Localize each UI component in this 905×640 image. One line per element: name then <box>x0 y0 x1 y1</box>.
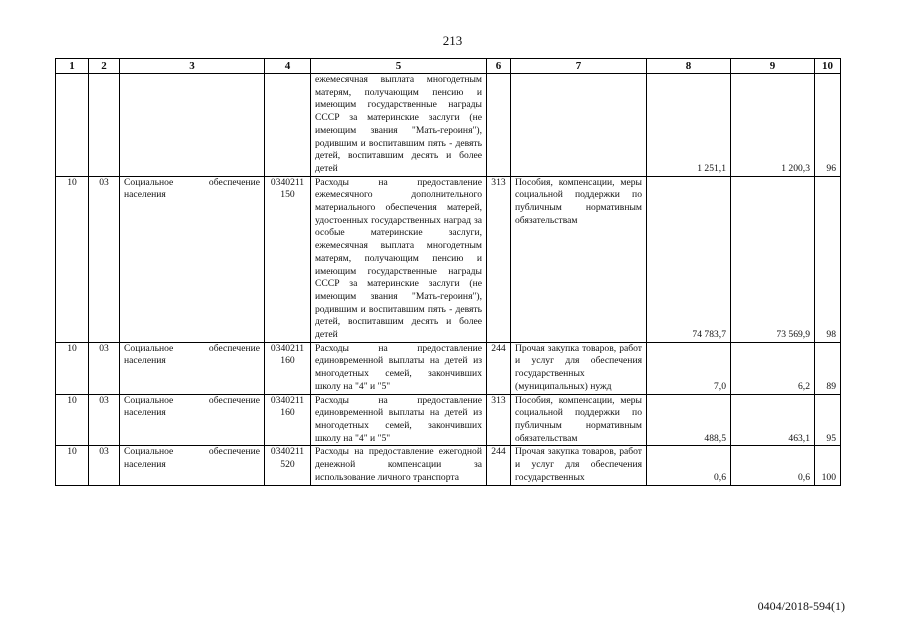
cell-expense-name: Прочая закупка товаров, работ и услуг для обеспечения государственных <box>511 446 647 485</box>
cell-target-code: 0340211 150 <box>265 176 311 342</box>
table-row <box>56 342 841 394</box>
cell-expense-name: Пособия, компенсации, меры социальной поддержки по публичным нормативным обязательствам <box>511 394 647 446</box>
cell-section-name: Социальное обеспечение населения <box>120 394 265 446</box>
cell-target-name: ежемесячная выплата многодетным матерям, получающим пенсию и имеющим государственные награды СССР за материнские заслуги (не имеющим звания "Мать-героиня"), родившим и воспитавшим пять - девять детей, воспитавшим десять и более детей <box>311 74 487 177</box>
cell-section-name: Социальное обеспечение населения <box>120 446 265 485</box>
cell-plan: 74 783,7 <box>647 176 731 342</box>
col-header-4: 4 <box>265 59 311 74</box>
header-row <box>56 59 841 74</box>
cell-section <box>56 74 89 177</box>
cell-plan: 488,5 <box>647 394 731 446</box>
col-header-6: 6 <box>487 59 511 74</box>
table-row <box>56 446 841 485</box>
col-header-8: 8 <box>647 59 731 74</box>
cell-subsection: 03 <box>89 446 120 485</box>
cell-actual: 463,1 <box>731 394 815 446</box>
cell-section: 10 <box>56 342 89 394</box>
col-header-1: 1 <box>56 59 89 74</box>
cell-actual: 0,6 <box>731 446 815 485</box>
cell-target-name: Расходы на предоставление единовременной выплаты на детей из многодетных семей, закончивших школу на "4" и "5" <box>311 342 487 394</box>
cell-plan: 1 251,1 <box>647 74 731 177</box>
cell-target-code: 0340211 160 <box>265 342 311 394</box>
cell-actual: 73 569,9 <box>731 176 815 342</box>
cell-plan: 0,6 <box>647 446 731 485</box>
cell-actual: 1 200,3 <box>731 74 815 177</box>
cell-section-name <box>120 74 265 177</box>
cell-subsection: 03 <box>89 342 120 394</box>
cell-section: 10 <box>56 446 89 485</box>
cell-percent: 96 <box>815 74 841 177</box>
col-header-10: 10 <box>815 59 841 74</box>
cell-percent: 98 <box>815 176 841 342</box>
col-header-2: 2 <box>89 59 120 74</box>
col-header-3: 3 <box>120 59 265 74</box>
cell-actual: 6,2 <box>731 342 815 394</box>
cell-expense-name: Пособия, компенсации, меры социальной поддержки по публичным нормативным обязательствам <box>511 176 647 342</box>
cell-plan: 7,0 <box>647 342 731 394</box>
cell-expense-code: 313 <box>487 176 511 342</box>
page-number: 213 <box>442 33 463 48</box>
cell-expense-name: Прочая закупка товаров, работ и услуг для обеспечения государственных (муниципальных) нужд <box>511 342 647 394</box>
cell-target-name: Расходы на предоставление ежегодной денежной компенсации за использование личного транспорта <box>311 446 487 485</box>
cell-section: 10 <box>56 394 89 446</box>
table-row <box>56 176 841 342</box>
cell-section-name: Социальное обеспечение населения <box>120 176 265 342</box>
cell-section: 10 <box>56 176 89 342</box>
col-header-7: 7 <box>511 59 647 74</box>
cell-percent: 100 <box>815 446 841 485</box>
cell-expense-name <box>511 74 647 177</box>
budget-table <box>55 58 841 486</box>
cell-percent: 95 <box>815 394 841 446</box>
cell-expense-code: 313 <box>487 394 511 446</box>
cell-target-code <box>265 74 311 177</box>
cell-target-code: 0340211 520 <box>265 446 311 485</box>
document-code: 0404/2018-594(1) <box>757 599 845 613</box>
col-header-9: 9 <box>731 59 815 74</box>
cell-subsection: 03 <box>89 176 120 342</box>
cell-target-code: 0340211 160 <box>265 394 311 446</box>
cell-target-name: Расходы на предоставление ежемесячного дополнительного материального обеспечения матерей, удостоенных государственных наград за особые материнские заслуги, ежемесячная выплата многодетным матерям, получающим пенсию и имеющим государственные награды СССР за материнские заслуги (не имеющим звания "Мать-героиня"), родившим и воспитавшим пять - девять детей, воспитавшим десять и более детей <box>311 176 487 342</box>
cell-subsection <box>89 74 120 177</box>
cell-subsection: 03 <box>89 394 120 446</box>
cell-expense-code <box>487 74 511 177</box>
cell-expense-code: 244 <box>487 342 511 394</box>
col-header-5: 5 <box>311 59 487 74</box>
cell-expense-code: 244 <box>487 446 511 485</box>
cell-section-name: Социальное обеспечение населения <box>120 342 265 394</box>
table-row <box>56 394 841 446</box>
table-row <box>56 74 841 177</box>
cell-target-name: Расходы на предоставление единовременной выплаты на детей из многодетных семей, закончивших школу на "4" и "5" <box>311 394 487 446</box>
cell-percent: 89 <box>815 342 841 394</box>
